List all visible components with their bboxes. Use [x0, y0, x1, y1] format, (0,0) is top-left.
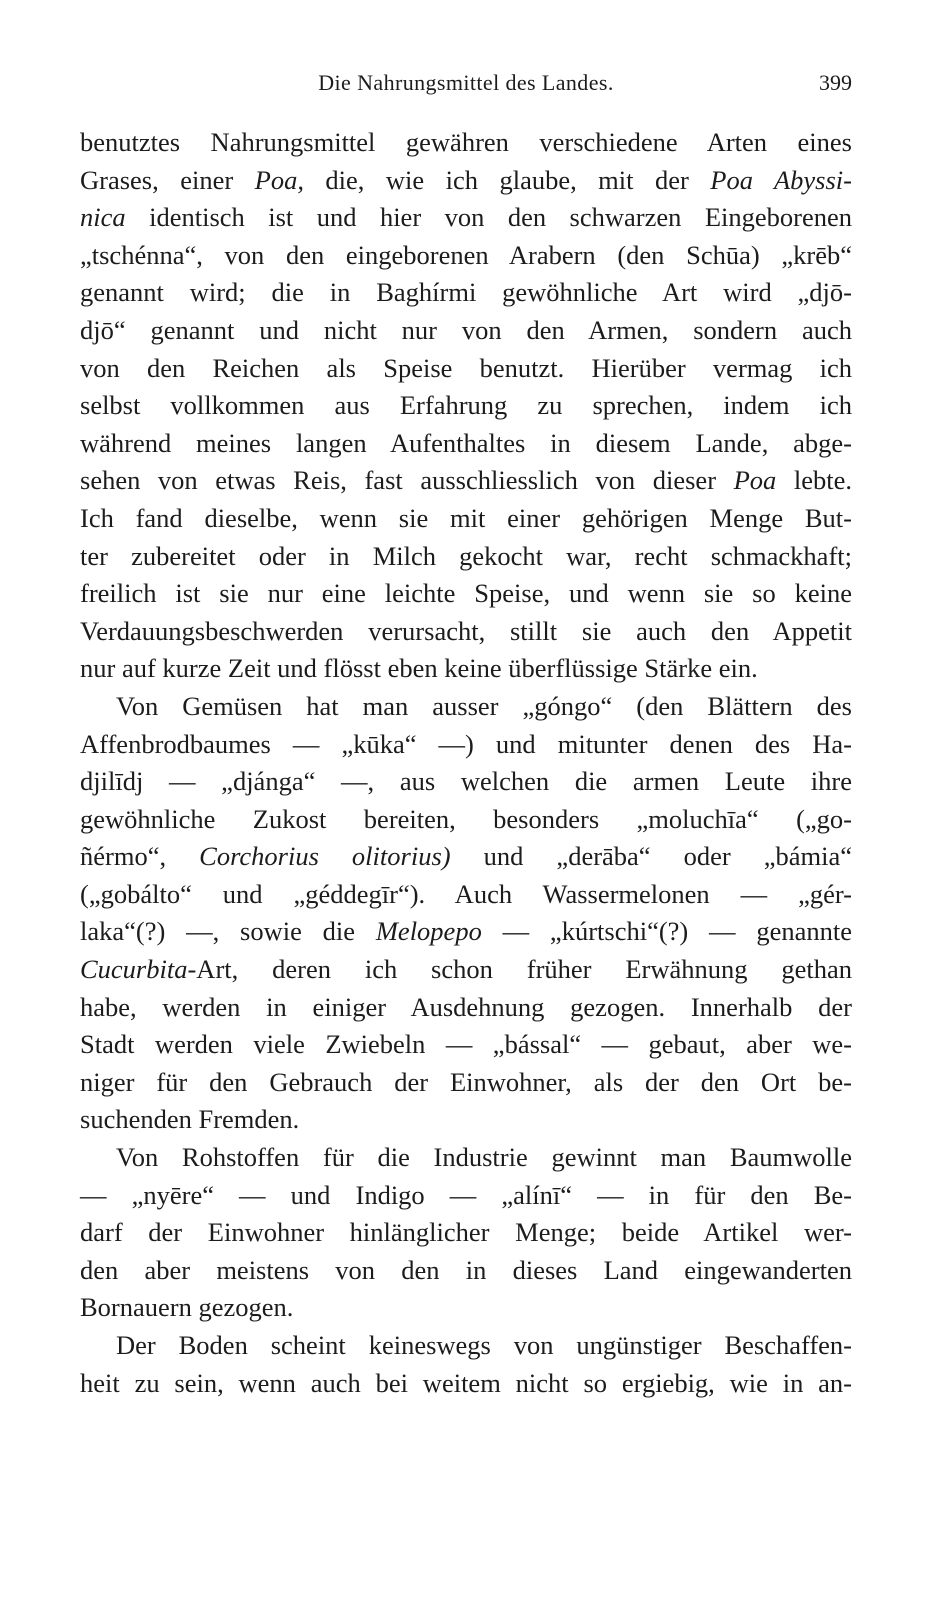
text-line	[80, 1365, 852, 1403]
text-line	[80, 274, 852, 312]
text-line	[80, 387, 852, 425]
text-segment: („gobálto“ und „géddegīr“). Auch Wassermelonen — „gér-	[80, 878, 852, 909]
text-segment: lebte.	[776, 465, 853, 496]
text-segment: Von Gemüsen hat man ausser „góngo“ (den Blättern des	[116, 690, 852, 721]
text-line	[80, 462, 852, 500]
text-segment: suchenden Fremden.	[80, 1104, 300, 1135]
text-segment: nur auf kurze Zeit und flösst eben keine überflüssige Stärke ein.	[80, 653, 758, 684]
text-line	[80, 500, 852, 538]
text-line	[80, 650, 852, 688]
text-line	[80, 1252, 852, 1290]
text-segment: den aber meistens von den in dieses Land eingewanderten	[80, 1254, 852, 1285]
text-segment: habe, werden in einiger Ausdehnung gezogen. Innerhalb der	[80, 991, 852, 1022]
text-line	[80, 951, 852, 989]
text-line	[80, 876, 852, 914]
text-segment: Stadt werden viele Zwiebeln — „bással“ — gebaut, aber we-	[80, 1029, 852, 1060]
text-line	[80, 350, 852, 388]
running-head	[80, 70, 852, 104]
text-line	[80, 162, 852, 200]
italic-text: Poa Abyssi-	[710, 164, 852, 195]
text-line	[80, 1289, 852, 1327]
text-segment: freilich ist sie nur eine leichte Speise, und wenn sie so keine	[80, 578, 852, 609]
text-segment: djilīdj — „djánga“ —, aus welchen die armen Leute ihre	[80, 766, 852, 797]
text-segment: gewöhnliche Zukost bereiten, besonders „moluchīa“ („go-	[80, 803, 852, 834]
text-segment: -Art, deren ich schon früher Erwähnung gethan	[187, 954, 852, 985]
text-line	[80, 199, 852, 237]
text-segment: ter zubereitet oder in Milch gekocht war, recht schmackhaft;	[80, 540, 852, 571]
text-segment: und „derāba“ oder „bámia“	[450, 841, 853, 872]
text-segment: die, wie ich glaube, mit der	[303, 164, 711, 195]
text-segment: laka“(?) —, sowie die	[80, 916, 376, 947]
text-line	[80, 1064, 852, 1102]
running-title: Die Nahrungsmittel des Landes.	[318, 70, 614, 95]
page-number: 399	[819, 70, 852, 95]
italic-text: Cucurbita	[80, 954, 188, 985]
text-line	[80, 538, 852, 576]
text-line	[80, 1101, 852, 1139]
text-segment: benutztes Nahrungsmittel gewähren verschiedene Arten eines	[80, 127, 852, 157]
text-segment: heit zu sein, wenn auch bei weitem nicht so ergiebig, wie in an-	[80, 1367, 852, 1398]
text-line	[80, 1139, 852, 1177]
text-line	[80, 688, 852, 726]
text-line	[80, 726, 852, 764]
text-line	[80, 425, 852, 463]
text-line	[80, 613, 852, 651]
italic-text: nica	[80, 202, 126, 233]
italic-text: Corchorius olitorius)	[199, 841, 451, 872]
text-line	[80, 1026, 852, 1064]
text-segment: ñérmo“,	[80, 841, 200, 872]
text-line	[80, 1327, 852, 1365]
text-line	[80, 838, 852, 876]
text-line	[80, 801, 852, 839]
text-segment: „tschénna“, von den eingeborenen Arabern (den Schūa) „krēb“	[80, 239, 852, 270]
text-segment: — „kúrtschi“(?) — genannte	[481, 916, 852, 947]
italic-text: Melopepo	[375, 916, 482, 947]
text-segment: genannt wird; die in Baghírmi gewöhnliche Art wird „djō-	[80, 277, 852, 308]
text-segment: — „nyēre“ — und Indigo — „alínī“ — in für den Be-	[80, 1179, 852, 1210]
body-text	[80, 124, 852, 1402]
text-segment: Verdauungsbeschwerden verursacht, stillt sie auch den Appetit	[80, 615, 852, 646]
text-line	[80, 763, 852, 801]
text-segment: Der Boden scheint keineswegs von ungünstiger Beschaffen-	[116, 1330, 852, 1360]
text-segment: Affenbrodbaumes — „kūka“ —) und mitunter denen des Ha-	[80, 728, 852, 759]
text-line	[80, 1177, 852, 1215]
text-line	[80, 989, 852, 1027]
text-segment: darf der Einwohner hinlänglicher Menge; beide Artikel wer-	[80, 1217, 852, 1248]
text-line	[80, 312, 852, 350]
text-line	[80, 913, 852, 951]
italic-text: Poa	[733, 465, 777, 496]
text-line	[80, 237, 852, 275]
text-segment: niger für den Gebrauch der Einwohner, als der den Ort be-	[80, 1066, 852, 1097]
text-segment: identisch ist und hier von den schwarzen Eingeborenen	[125, 202, 852, 233]
italic-text: Poa,	[254, 164, 304, 195]
text-line	[80, 124, 852, 162]
text-segment: Ich fand dieselbe, wenn sie mit einer gehörigen Menge But-	[80, 502, 852, 533]
text-segment: djō“ genannt und nicht nur von den Armen, sondern auch	[80, 314, 852, 345]
text-segment: von den Reichen als Speise benutzt. Hierüber vermag ich	[80, 352, 852, 383]
text-line	[80, 1214, 852, 1252]
text-segment: Grases, einer	[80, 164, 255, 195]
text-line	[80, 575, 852, 613]
text-segment: Von Rohstoffen für die Industrie gewinnt man Baumwolle	[116, 1142, 852, 1173]
text-segment: während meines langen Aufenthaltes in diesem Lande, abge-	[80, 427, 852, 458]
text-segment: sehen von etwas Reis, fast ausschliesslich von dieser	[80, 465, 734, 496]
text-segment: Bornauern gezogen.	[80, 1292, 294, 1323]
text-segment: selbst vollkommen aus Erfahrung zu sprechen, indem ich	[80, 390, 852, 421]
